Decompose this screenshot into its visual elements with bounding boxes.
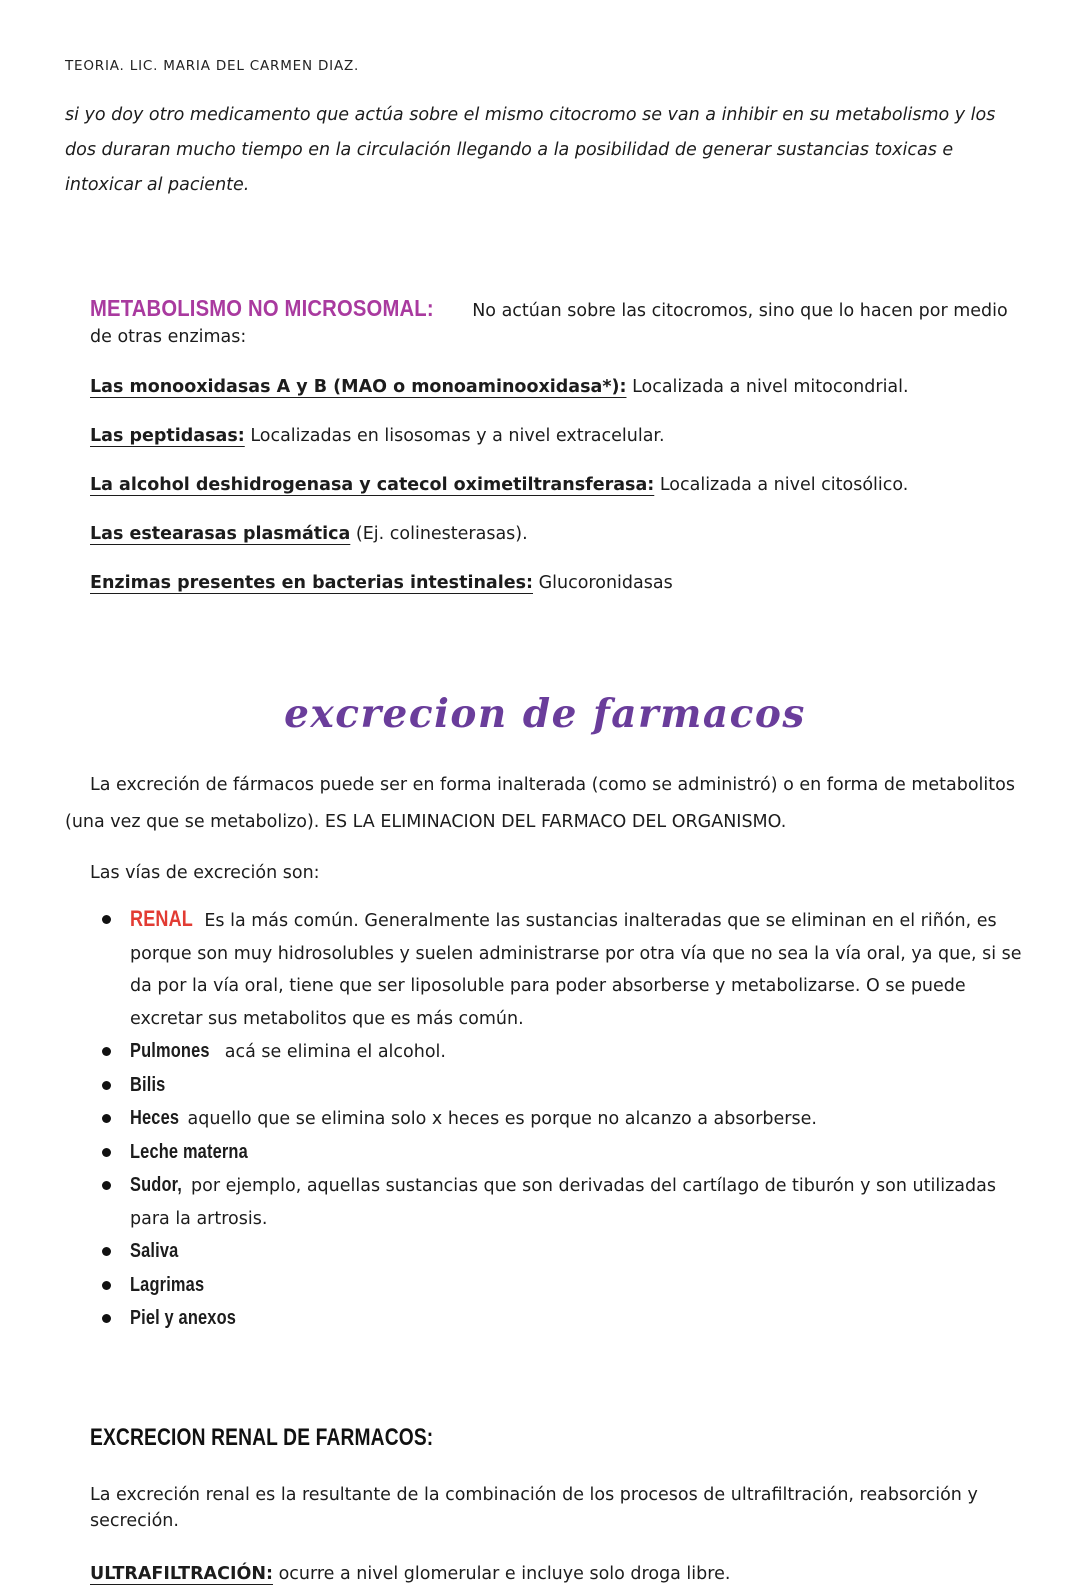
enzyme-item-lead: Las peptidasas: (90, 426, 245, 446)
intro-paragraph: si yo doy otro medicamento que actúa sobre el mismo citocromo se van a inhibir en su metabolismo y los dos duraran mucho tiempo en la circulación llegando a la posibilidad de generar sustancias toxicas e intoxicar al paciente. (65, 105, 996, 195)
excrecion-title: excrecion de farmacos (284, 691, 806, 737)
route-text: acá se elimina el alcohol. (224, 1042, 446, 1062)
route-lead: Heces (130, 1107, 180, 1129)
metabolismo-section (65, 295, 1025, 595)
route-item-heces (102, 1102, 1025, 1136)
route-item-lagrimas (102, 1269, 1025, 1303)
route-item-saliva (102, 1235, 1025, 1269)
ultrafiltracion-line (90, 1561, 1025, 1587)
ultrafiltracion-lead: ULTRAFILTRACIÓN: (90, 1563, 273, 1584)
ultrafiltracion-rest: ocurre a nivel glomerular e incluye solo droga libre. (278, 1563, 731, 1584)
route-text: por ejemplo, aquellas sustancias que son derivadas del cartílago de tiburón y son utilizadas para la artrosis. (130, 1176, 996, 1229)
excrecion-renal-paragraph: La excreción renal es la resultante de la combinación de los procesos de ultrafiltración, reabsorción y secreción. (90, 1484, 978, 1531)
enzyme-item-peptidasas (90, 424, 1025, 448)
enzyme-item-rest: Localizada a nivel mitocondrial. (632, 377, 909, 397)
route-lead: Bilis (130, 1073, 166, 1096)
enzyme-item-lead: La alcohol deshidrogenasa y catecol oximetiltransferasa: (90, 475, 655, 495)
metabolismo-heading-rest: No actúan sobre las citocromos, sino que lo hacen por medio de otras enzimas: (90, 301, 1008, 347)
enzyme-item-alcohol-deshidrogenasa (90, 473, 1025, 497)
route-item-piel-y-anexos (102, 1302, 1025, 1336)
enzyme-item-rest: (Ej. colinesterasas). (355, 524, 528, 544)
enzyme-item-rest: Glucoronidasas (538, 573, 673, 593)
metabolismo-heading-line (90, 295, 1025, 350)
enzyme-item-lead: Enzimas presentes en bacterias intestinales: (90, 573, 533, 593)
enzyme-item-estearasas (90, 522, 1025, 546)
route-item-leche-materna (102, 1136, 1025, 1170)
route-lead-renal: RENAL (130, 906, 193, 931)
route-item-sudor (102, 1169, 1025, 1235)
excrecion-renal-heading: EXCRECION RENAL DE FARMACOS: (90, 1423, 434, 1451)
route-item-renal (102, 903, 1025, 1035)
enzyme-item-lead: Las monooxidasas A y B (MAO o monoaminooxidasa*): (90, 377, 627, 397)
route-item-pulmones (102, 1035, 1025, 1069)
route-item-bilis (102, 1069, 1025, 1103)
enzyme-item-lead: Las estearasas plasmática (90, 524, 351, 544)
enzyme-item-bacterias (90, 571, 1025, 595)
route-text: aquello que se elimina solo x heces es porque no alcanzo a absorberse. (187, 1109, 817, 1129)
enzyme-item-rest: Localizadas en lisosomas y a nivel extracelular. (250, 426, 665, 446)
route-lead: Saliva (130, 1240, 179, 1262)
excrecion-renal-section (65, 1424, 1025, 1587)
vias-label: Las vías de excreción son: (90, 863, 320, 883)
excrecion-paragraph: La excreción de fármacos puede ser en forma inalterada (como se administró) o en forma de metabolitos (una vez que se metabolizo). ES LA ELIMINACION DEL FARMACO DEL ORGANISMO. (65, 775, 1015, 832)
metabolismo-heading: METABOLISMO NO MICROSOMAL: (90, 295, 434, 321)
excretion-routes-list (65, 903, 1025, 1336)
route-lead: Lagrimas (130, 1273, 205, 1296)
route-text: Es la más común. Generalmente las sustancias inalteradas que se eliminan en el riñón, es porque son muy hidrosolubles y suelen administrarse por otra vía que no sea la vía oral, ya que, si se da por la vía oral, tiene que ser liposoluble para poder absorberse y metabolizarse. O se puede excretar sus metabolitos que es más común. (130, 911, 1022, 1029)
enzyme-item-monooxidasas (90, 375, 1025, 399)
route-lead: Sudor, (130, 1174, 183, 1196)
route-lead: Leche materna (130, 1140, 248, 1163)
page-header: TEORIA. LIC. MARIA DEL CARMEN DIAZ. (65, 58, 360, 74)
enzyme-item-rest: Localizada a nivel citosólico. (659, 475, 909, 495)
route-lead: Piel y anexos (130, 1307, 237, 1329)
route-lead: Pulmones (130, 1040, 210, 1062)
